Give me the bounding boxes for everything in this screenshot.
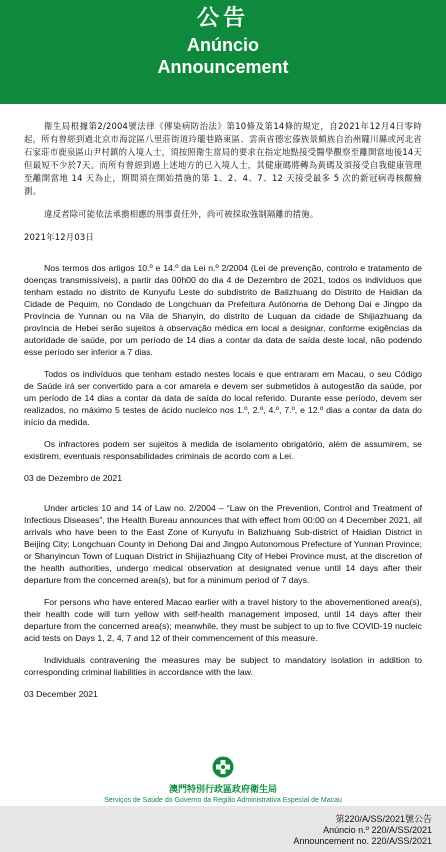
organization-name-chinese: 澳門特別行政區政府衛生局 [168,785,277,795]
english-paragraph-1: Under articles 10 and 14 of Law no. 2/2004 – “Law on the Prevention, Control and Treatment of Infectious Diseases”, the Health Bureau announces that with effect from 00:00 on 4 December 2021, all arrivals who have been to the East Zone of Kunyufu in Balizhuang Sub-district of Haidian District in Beijing City; Longchuan County in Dehong Dai and Jingpo Autonomous Prefecture of Yunnan Province; or Shanyincun Town of Luquan District in Shijiazhuang City of Hebei Province must, at the discretion of the health authorities, undergo medical observation at designated venue until 14 days after their departure from the concerned area(s), but for a minimum period of 7 days. [24,503,422,585]
title-chinese: 公告 [196,6,249,31]
english-paragraph-3: Individuals contravening the measures may be subject to mandatory isolation in addition to corresponding criminal liabilities in accordance with the law. [24,655,422,677]
portuguese-section [24,262,422,484]
chinese-section [24,120,422,244]
title-english: Announcement [157,57,289,77]
reference-portuguese: Anúncio n.º 220/A/SS/2021 [323,825,432,835]
english-paragraph-2: For persons who have entered Macao earlier with a travel history to the abovementioned area(s), their health code will turn yellow with self-health management imposed, until 14 days after their departure from the concerned area(s); meanwhile, they must be subject to up to five COVID-19 nucleic acid tests on Days 1, 2, 4, 7 and 12 of their commencement of this measure. [24,597,422,643]
reference-english: Announcement no. 220/A/SS/2021 [293,836,432,846]
health-bureau-logo-icon [212,756,234,778]
chinese-paragraph-1: 衛生局根據第2/2004號法律《傳染病防治法》第10條及第14條的規定，自2021年12月4日零時起，所有曾經到過北京市海淀區八里莊街道玲瓏巷路東區、雲南省德宏傣族景頗族自治州隴川縣或河北省石家莊市鹿泉區山尹村鎮的入境人士，須按照衛生當局的要求在指定地點接受醫學觀察至離開當地後14天但最短不少於7天。而所有曾經到過上述地方的已入境人士，其健康碼將轉為黃碼及須接受自我健康管理至離開當地 14 天為止，期間須在開始措施的第 1、2、4、7、12 天接受最多 5 次的新冠病毒核酸檢測。 [24,121,422,196]
announcement-header [0,0,446,104]
footer-organization [0,756,446,805]
organization-name-portuguese: Serviços de Saúde do Governo da Região Administrativa Especial de Macau [104,797,342,804]
english-date: 03 December 2021 [24,689,98,699]
title-portuguese: Anúncio [187,35,259,55]
chinese-date: 2021年12月03日 [24,232,94,242]
announcement-body [0,104,446,700]
portuguese-paragraph-2: Todos os indivíduos que tenham estado nestes locais e que entraram em Macau, o seu Código de Saúde irá ser convertido para a cor amarela e devem ser submetidos à autogestão da saúde, por um período de 14 dias a contar da data de saída do local referido. Durante esse período, devem ser realizados, no máximo 5 testes de ácido nucleico nos 1.º, 2.º, 4.º, 7.º, e 12.º dias a contar da data do início da medida. [24,369,422,427]
english-section [24,502,422,700]
chinese-paragraph-2: 違反者除可能依法承擔相應的刑事責任外，尚可被採取強制隔離的措施。 [44,209,319,219]
portuguese-paragraph-1: Nos termos dos artigos 10.º e 14.º da Lei n.º 2/2004 (Lei de prevenção, controlo e tratamento de doenças transmissíveis), a partir das 00h00 do dia 4 de Dezembro de 2021, todos os indivíduos que tenham estado no distrito de Kunyufu Leste do subdistrito de Balizhuang do Distrito de Haidian da Cidade de Pequim, no Condado de Longchuan da Prefeitura Autónoma de Dehong Dai e Jingpo da Província de Yunnan ou na Vila de Shanyin, do distrito de Luquan da cidade de Shijiazhuang da província de Hebei serão sujeitos à observação médica em local a designar, conforme exigências da autoridade de saúde, por um período de 14 dias a contar da data de saída deste local, não podendo esse período ser inferior a 7 dias. [24,263,422,357]
reference-chinese: 第220/A/SS/2021號公告 [335,814,432,824]
portuguese-date: 03 de Dezembro de 2021 [24,473,123,483]
portuguese-paragraph-3: Os infractores podem ser sujeitos à medida de isolamento obrigatório, além de assumirem, se existirem, eventuais responsabilidades criminais de acordo com a Lei. [24,439,422,461]
reference-number-bar [0,806,446,852]
